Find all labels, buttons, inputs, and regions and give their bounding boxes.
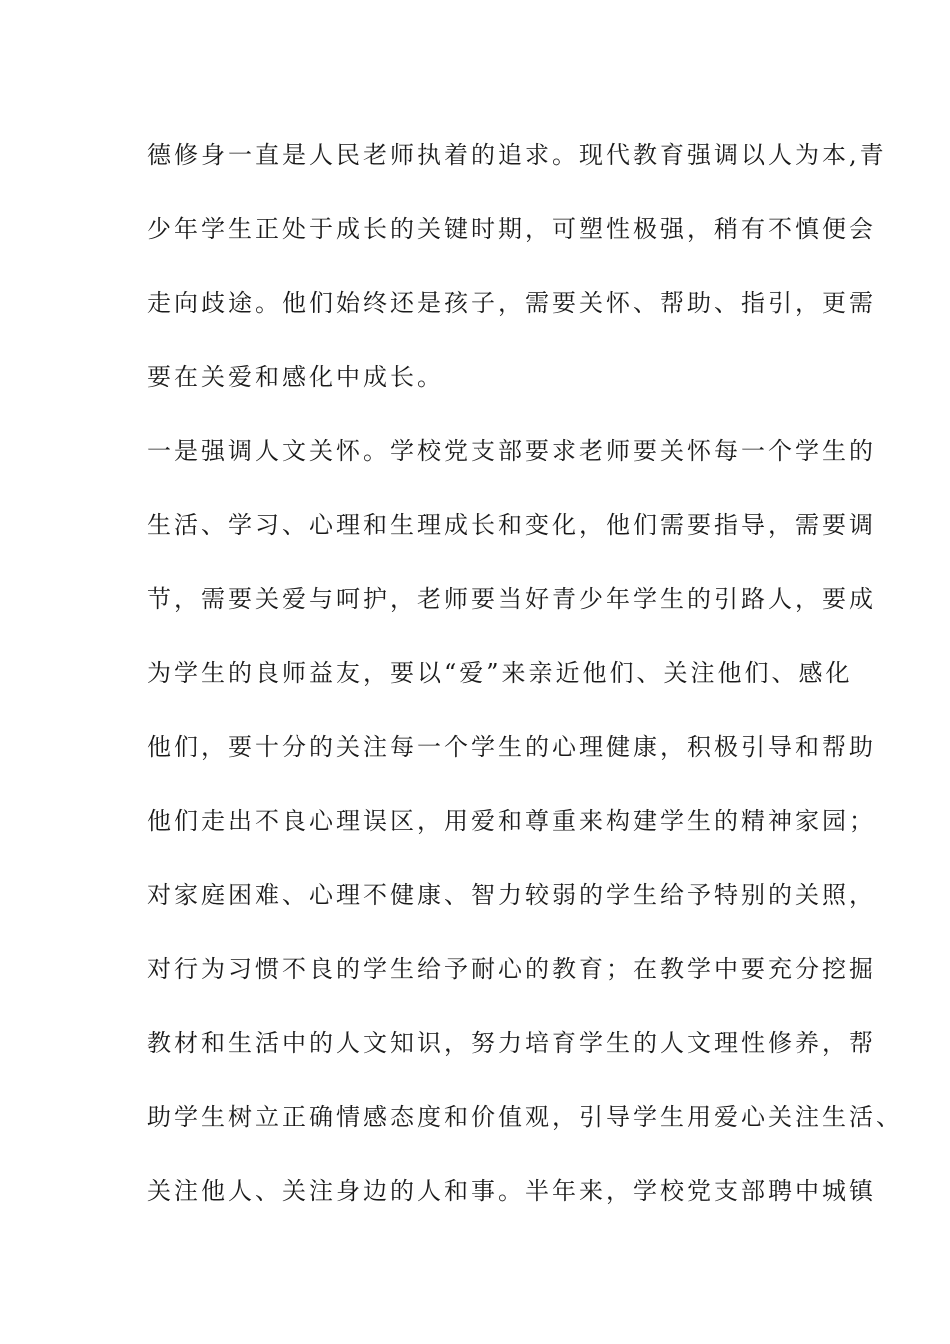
text-line: 德修身一直是人民老师执着的追求。现代教育强调以人为本,青 bbox=[147, 141, 887, 169]
text-line: 走向歧途。他们始终还是孩子，需要关怀、帮助、指引，更需 bbox=[147, 289, 876, 317]
text-line: 助学生树立正确情感态度和价值观，引导学生用爱心关注生活、 bbox=[147, 1103, 903, 1131]
text-line: 要在关爱和感化中成长。 bbox=[147, 363, 444, 391]
text-line: 对行为习惯不良的学生给予耐心的教育；在教学中要充分挖掘 bbox=[147, 955, 876, 983]
text-line: 生活、学习、心理和生理成长和变化，他们需要指导，需要调 bbox=[147, 511, 876, 539]
text-line: 为学生的良师益友，要以“爱”来亲近他们、关注他们、感化 bbox=[147, 659, 853, 687]
text-line: 一是强调人文关怀。学校党支部要求老师要关怀每一个学生的 bbox=[147, 437, 876, 465]
text-line: 节，需要关爱与呵护，老师要当好青少年学生的引路人，要成 bbox=[147, 585, 876, 613]
text-line: 教材和生活中的人文知识，努力培育学生的人文理性修养，帮 bbox=[147, 1029, 876, 1057]
text-line: 对家庭困难、心理不健康、智力较弱的学生给予特别的关照， bbox=[147, 881, 876, 909]
text-line: 少年学生正处于成长的关键时期，可塑性极强，稍有不慎便会 bbox=[147, 215, 876, 243]
body-text bbox=[147, 132, 903, 1242]
text-line: 他们，要十分的关注每一个学生的心理健康，积极引导和帮助 bbox=[147, 733, 876, 761]
text-line: 他们走出不良心理误区，用爱和尊重来构建学生的精神家园； bbox=[147, 807, 876, 835]
text-line: 关注他人、关注身边的人和事。半年来，学校党支部聘中城镇 bbox=[147, 1177, 876, 1205]
